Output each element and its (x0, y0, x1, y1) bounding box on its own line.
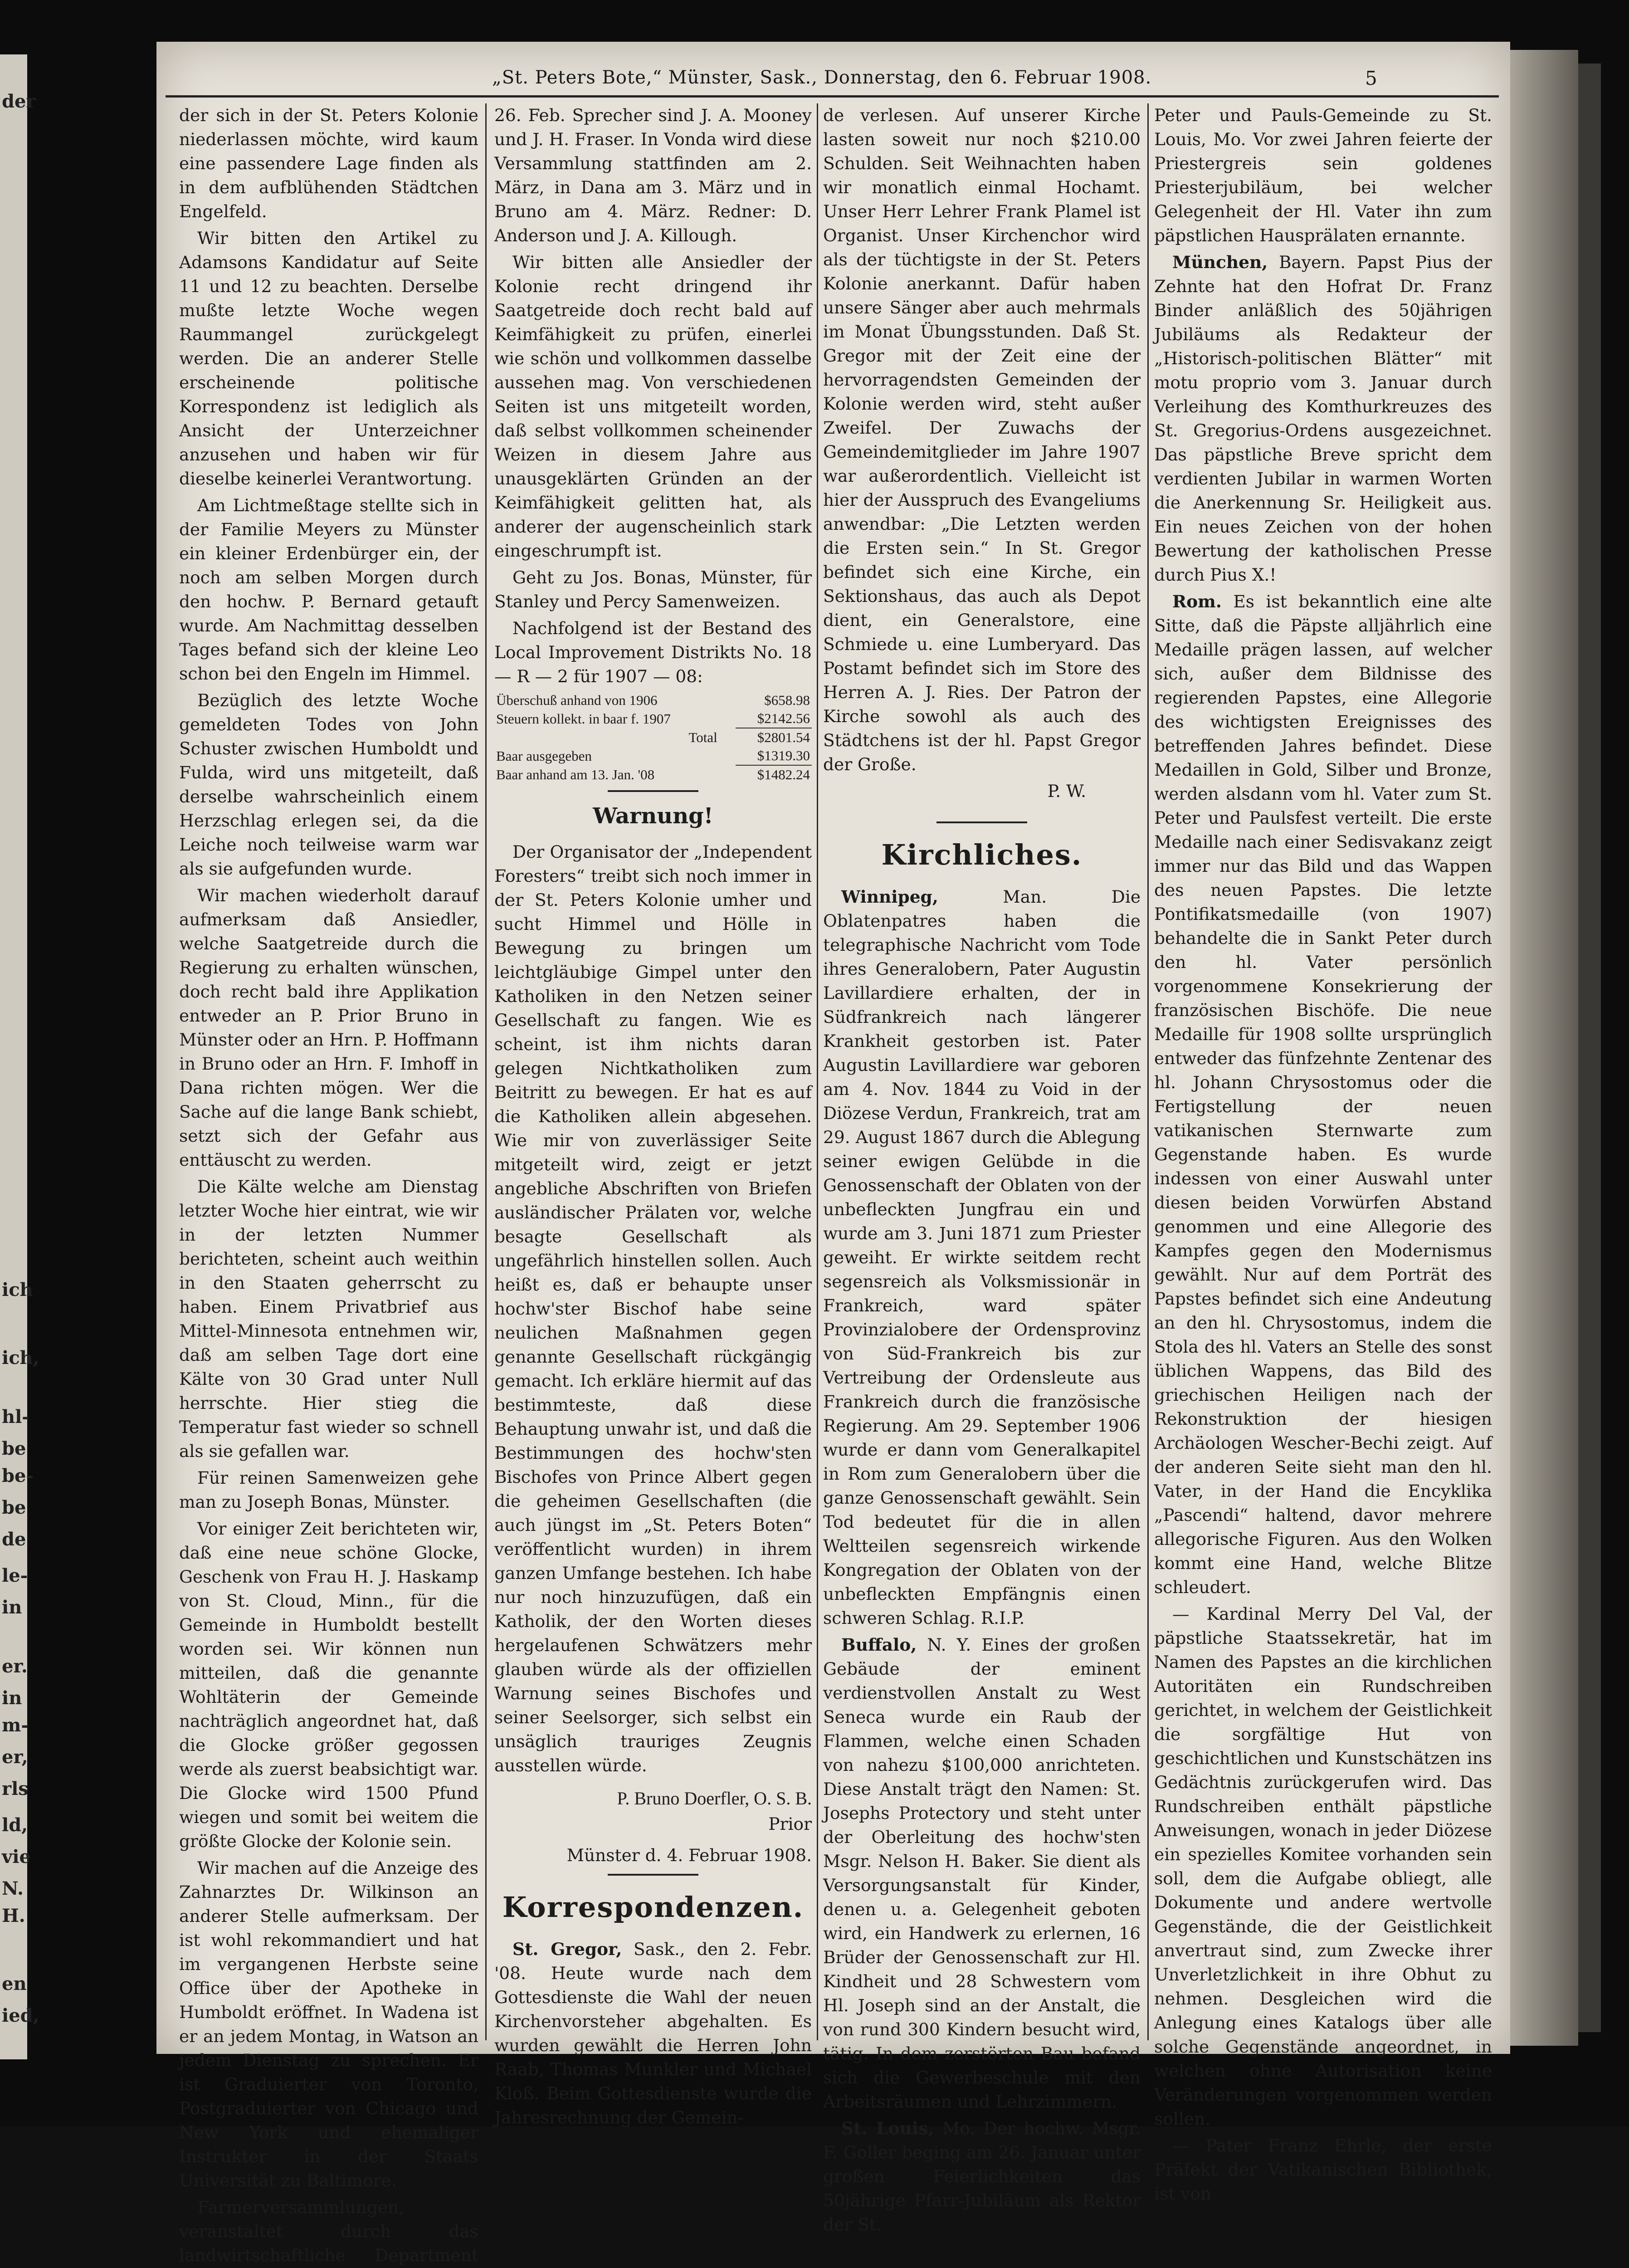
table-label: Steuern kollekt. in baar f. 1907 (496, 710, 671, 727)
account-table (494, 691, 812, 784)
paragraph-text: Es ist bekanntlich eine alte Sitte, daß die Päpste alljährlich eine Medaille prägen lassen, auf welcher sich, außer dem Bildnisse des regierenden Papstes, eine Allegorie des wichtigsten Ereignisses des betreffenden Jahres befindet. Diese Medaillen in Gold, Silber und Bronze, werden alsdann vom hl. Vater zum St. Peter und Paulsfest verteilt. Die erste Medaille nach einer Sedisvakanz zeigt immer nur das Bild und das Wappen des neuen Papstes. Die letzte Pontifikatsmedaille (von 1907) behandelte die in Sankt Peter durch den hl. Vater persönlich vorgenommene Konsekrierung der französischen Bischöfe. Die neue Medaille für 1908 sollte ursprünglich entweder das fünfzehnte Zentenar des hl. Johann Chrysostomus oder die Fertigstellung der neuen vatikanischen Sternwarte zum Gegenstande haben. Es wurde indessen von einer Auswahl unter diesen beiden Vorwürfen Abstand genommen und eine Allegorie des Kampfes gegen den Modernismus gewählt. Nur auf dem Porträt des Papstes befindet sich eine Andeutung an den hl. Chrysostomus, indem die Stola des hl. Vaters an Stelle des sonst üblichen Wappens, das Bild des griechischen Heiligen nach der Rekonstruktion der hiesigen Archäologen Wescher-Bechi zeigt. Auf der anderen Seite sieht man den hl. Vater, in der Hand die Encyklika „Pascendi“ haltend, davor mehrere allegorische Figuren. Aus den Wolken kommt eine Hand, welche Blitze schleudert. (1154, 591, 1492, 1597)
place-name: Rom. (1172, 591, 1222, 611)
paragraph: Die Kälte welche am Dienstag letzter Woche hier eintrat, wie wir in der letzten Nummer berichteten, scheint auch weithin in den Staaten geherrscht zu haben. Einem Privatbrief aus Mittel-Minnesota entnehmen wir, daß am selben Tage dort eine Kälte von 30 Grad unter Null herrschte. Hier stieg die Temperatur fast wieder so schnell als sie gefallen war. (179, 1177, 478, 1461)
paragraph: Peter und Pauls-Gemeinde zu St. Louis, Mo. Vor zwei Jahren feierte der Priestergreis sein goldenes Priesterjubiläum, bei welcher Gelegenheit der Hl. Vater ihn zum päpstlichen Hausprälaten ernannte. (1154, 105, 1492, 245)
paragraph: — Kardinal Merry Del Val, der päpstliche Staatssekretär, hat im Namen des Papstes an die kirchlichen Autoritäten ein Rundschreiben gerichtet, in welchem der Geistlichkeit die sorgfältige Hut von geschichtlichen und Kunstschätzen ins Gedächtnis zurückgerufen wird. Das Rundschreiben enthält päpstliche Anweisungen, wonach in jeder Diözese ein spezielles Komitee vorhanden sein soll, dem die Aufgabe obliegt, alle Dokumente und andere wertvolle Gegenstände, die der Geistlichkeit anvertraut sind, zum Zwecke ihrer Unverletzlichkeit in ihre Obhut zu nehmen. Desgleichen wird die Anlegung eines Katalogs über alle solche Gegenstände angeordnet, in welchen ohne Autorisation keine Veränderungen vorgenommen werden sollen. (1154, 1604, 1492, 2129)
fragment-text: hl- (2, 1406, 29, 1427)
paragraph-text: Man. Die Oblatenpatres haben die telegraphische Nachricht vom Tode ihres Generalobern, Pater Augustin Lavillardiere erhalten, der in Südfrankreich nach längerer Krankheit gestorben ist. Pater Augustin Lavillardiere war geboren am 4. Nov. 1844 zu Void in der Diözese Verdun, Frankreich, trat am 29. August 1867 durch die Ablegung seiner ewigen Gelübde in die Genossenschaft der Oblaten von der unbefleckten Jungfrau ein und wurde am 3. Juni 1871 zum Priester geweiht. Er wirkte seitdem recht segensreich als Volksmissionär in Frankreich, ward später Provinzialobere der Ordensprovinz von Süd-Frankreich bis zur Vertreibung der Ordensleute aus Frankreich durch die französische Regierung. Am 29. September 1906 wurde er dann vom Generalkapitel in Rom zum Generalobern über die ganze Genossenschaft gewählt. Sein Tod bedeutet für die in allen Weltteilen segensreich wirkende Kongregation der Oblaten von der unbefleckten Empfängnis einen schweren Schlag. R.I.P. (823, 887, 1141, 1628)
paragraph: Am Lichtmeßtage stellte sich in der Familie Meyers zu Münster ein kleiner Erdenbürger ein, der noch am selben Morgen durch den hochw. P. Bernard getauft wurde. Am Nachmittag desselben Tages befand sich der kleine Leo schon bei den Engeln im Himmel. (179, 495, 478, 684)
paragraph: der sich in der St. Peters Kolonie niederlassen möchte, wird kaum eine passendere Lage finden als in dem aufblühenden Städtchen Engelfeld. (179, 105, 478, 221)
paragraph-text: Sask., den 2. Febr. '08. Heute wurde nach dem Gottesdienste die Wahl der neuen Kirchenvorsteher abgehalten. Es wurden gewählt die Herren John Raab, Thomas Munkler und Michael Kloß. Beim Gottesdienste wurde die Jahresrechnung der Gemein- (494, 1939, 812, 2127)
paragraph: Wir machen auf die Anzeige des Zahnarztes Dr. Wilkinson an anderer Stelle aufmerksam. Der ist wohl rekommandiert und hat im vergangenen Herbste seine Office über der Apotheke in Humboldt eröffnet. In Wadena ist er an jedem Montag, in Watson an jedem Dienstag zu sprechen. Er ist Graduierter von Toronto, Postgraduierter von Chicago und New York und ehemaliger Instrukter in der Staats Universität zu Baltimore. (179, 1858, 478, 2190)
paragraph: Wir machen wiederholt darauf aufmerksam daß Ansiedler, welche Saatgetreide durch die Regierung zu erhalten wünschen, doch recht bald ihre Applikation entweder an P. Prior Bruno in Münster oder an Hrn. P. Hoffmann in Bruno oder an Hrn. F. Imhoff in Dana richten mögen. Wer die Sache auf die lange Bank schiebt, setzt sich der Gefahr aus enttäuscht zu werden. (179, 885, 478, 1170)
table-value: $658.98 (764, 692, 810, 708)
fragment-text: N. (2, 1878, 24, 1899)
table-value: $2801.54 (736, 728, 812, 747)
fragment-text: le- (2, 1565, 28, 1586)
paragraph: Der Organisator der „Independent Foresters“ treibt sich noch immer in der St. Peters Kolonie umher und sucht Himmel und Hölle in Bewegung zu bringen um leichtgläubige Gimpel unter den Katholiken in den Netzen seiner Gesellschaft zu fangen. Wie es scheint, ist ihm nichts daran gelegen Nichtkatholiken zum Beitritt zu bewegen. Er hat es auf die Katholiken allein abgesehen. Wie mir von zuverlässiger Seite mitgeteilt wird, zeigt er jetzt angebliche Abschriften von Briefen ausländischer Prälaten vor, welche besagte Gesellschaft als ungefährlich hinstellen sollen. Auch heißt es, daß er behaupte unser hochw'ster Bischof habe seine neulichen Maßnahmen gegen genannte Gesellschaft rückgängig gemacht. Ich erkläre hiermit auf das bestimmteste, daß diese Behauptung unwahr ist, und daß die Bestimmungen des hochw'sten Bischofes von Prince Albert gegen die geheimen Gesellschaften (die auch jüngst im „St. Peters Boten“ veröffentlicht wurden) in ihrem ganzen Umfange bestehen. Ich habe nur noch hinzuzufügen, daß ein Katholik, der den Worten dieses hergelaufenen Schwätzers mehr glauben würde als der offiziellen Warnung seines Bischofes und seiner Seelsorger, sich selbst ein unsäglich trauriges Zeugnis ausstellen würde. (494, 842, 812, 1775)
signature-name: P. Bruno Doerfler, O. S. B. (617, 1788, 812, 1809)
table-value: $1319.30 (757, 748, 810, 763)
fragment-text: in (2, 1687, 22, 1709)
fragment-text: ich, (2, 1347, 39, 1369)
fragment-text: vie (2, 1846, 31, 1867)
signature-role: Prior (768, 1814, 812, 1834)
page-edge (1510, 50, 1578, 2046)
paragraph-text: Bayern. Papst Pius der Zehnte hat den Hofrat Dr. Franz Binder anläßlich des 50jährigen Jubiläums als Redakteur der „Historisch-politischen Blätter“ mit motu proprio vom 3. Januar durch Verleihung des Komthurkreuzes des St. Gregorius-Ordens ausgezeichnet. Das päpstliche Breve spricht dem verdienten Jubilar in warmen Worten die Anerkennung Sr. Heiligkeit aus. Ein neues Zeichen von der hohen Bewertung der katholischen Presse durch Pius X.! (1154, 252, 1492, 585)
table-value: $1482.24 (736, 765, 812, 784)
column-rule (485, 103, 487, 2040)
paragraph: Farmerversammlungen, veranstaltet durch das landwirtschaftliche Department (179, 2197, 478, 2265)
table-value: $2142.56 (757, 710, 810, 726)
place-name: Winnipeg, (841, 887, 938, 907)
place-name: München, (1172, 252, 1268, 272)
fragment-text: in (2, 1597, 22, 1618)
fragment-text: en (2, 1973, 27, 1994)
newspaper-page (156, 42, 1510, 2265)
column-3 (823, 103, 1141, 2234)
fragment-text: H. (2, 1905, 25, 1926)
fragment-text: er, (2, 1746, 28, 1768)
page-header (156, 59, 1510, 100)
paragraph: de verlesen. Auf unserer Kirche lasten soweit nur noch $210.00 Schulden. Seit Weihnachten haben wir monatlich einmal Hochamt. Unser Herr Lehrer Frank Plamel ist Organist. Unser Kirchenchor wird als der tüchtigste in der St. Peters Kolonie anerkannt. Dafür haben unsere Sänger aber auch mehrmals im Monat Übungsstunden. Daß St. Gregor mit der Zeit eine der hervorragendsten Gemeinden der Kolonie werden wird, steht außer Zweifel. Der Zuwachs der Gemeindemitglieder im Jahre 1907 war außerordentlich. Vielleicht ist hier der Ausspruch des Evangeliums anwendbar: „Die Letzten werden die Ersten sein.“ In St. Gregor befindet sich eine Kirche, ein Sektionshaus, das auch als Depot dient, ein Generalstore, eine Schmiede u. eine Lumberyard. Das Postamt befindet sich im Store des Herren A. J. Ries. Der Patron der Kirche sowohl als auch des Städtchens ist der hl. Papst Gregor der Große. (823, 105, 1141, 774)
fragment-text: be- (2, 1465, 34, 1486)
fragment-text: ied, (2, 2005, 39, 2026)
fragment-text: der (2, 91, 36, 112)
table-row (494, 691, 812, 709)
fragment-text: de (2, 1529, 26, 1550)
fragment-text: er. (2, 1656, 28, 1677)
paragraph: Wir bitten den Artikel zu Adamsons Kandidatur auf Seite 11 und 12 zu beachten. Derselbe mußte letzte Woche wegen Raummangel zurückgelegt werden. Die an anderer Stelle erscheinende politische Korrespondenz ist lediglich als Ansicht der Unterzeichner anzusehen und haben wir für dieselbe keinerlei Verantwortung. (179, 228, 478, 489)
paragraph: Bezüglich des letzte Woche gemeldeten Todes von John Schuster zwischen Humboldt und Fulda, wird uns mitgeteilt, daß derselbe wahrscheinlich einem Herzschlag erlegen sei, da die Leiche noch teilweise warm war als sie aufgefunden wurde. (179, 690, 478, 879)
page-number: 5 (1365, 67, 1377, 89)
table-label: Überschuß anhand von 1906 (496, 692, 658, 708)
column-1 (179, 103, 478, 2265)
place-name: St. Gregor, (512, 1939, 622, 1959)
section-rule (608, 1874, 698, 1876)
section-heading-warnung: Warnung! (593, 803, 713, 829)
masthead-line: „St. Peters Bote,“ Münster, Sask., Donnerstag, den 6. Februar 1908. (492, 67, 1152, 88)
section-heading-kirchliches: Kirchliches. (881, 838, 1083, 871)
fragment-text: ich (2, 1279, 33, 1300)
column-2 (494, 103, 812, 2127)
table-row (494, 728, 812, 747)
fragment-text: ld, (2, 1814, 28, 1836)
paragraph: 26. Feb. Sprecher sind J. A. Mooney und J. H. Fraser. In Vonda wird diese Versammlung stattfinden am 2. März, in Dana am 3. März und in Bruno am 4. März. Redner: D. Anderson und J. A. Killough. (494, 105, 812, 245)
paragraph-text: Mo. Der hochw. Msgr. F. Goller beging am 26. Januar unter großen Feierlichkeiten das 50jährige Pfarr-Jubiläum als Rektor der St. (823, 2118, 1141, 2234)
paragraph: — Pater Franz Ehrle, der erste Präfekt der Vatikanischen Bibliothek, ist von (1154, 2136, 1492, 2204)
section-rule (936, 821, 1027, 823)
paragraph: Vor einiger Zeit berichteten wir, daß eine neue schöne Glocke, Geschenk von Frau H. J. Haskamp von St. Cloud, Minn., für die Gemeinde in Humboldt bestellt worden sei. Wir können nun mitteilen, daß die genannte Wohltäterin der Gemeinde nachträglich angeordnet hat, daß die Glocke größer gegossen werde als zuerst beabsichtigt war. Die Glocke wird 1500 Pfund wiegen und somit bei weitem die größte Glocke der Kolonie sein. (179, 1519, 478, 1851)
fragment-text: be (2, 1497, 26, 1518)
fragment-text: m- (2, 1715, 29, 1736)
paragraph-text: N. Y. Eines der großen Gebäude der eminent verdienstvollen Anstalt zu West Seneca wurde ein Raub der Flammen, welche einen Schaden von nahezu $100,000 anrichteten. Diese Anstalt trägt den Namen: St. Josephs Protectory und steht unter der Oberleitung des hochw'sten Msgr. Nelson H. Baker. Sie dient als Versorgungsanstalt für Kinder, denen u. a. Gelegenheit geboten wird, ein Handwerk zu erlernen, 16 Brüder der Genossenschaft zur Hl. Kindheit und 28 Schwestern vom Hl. Joseph sind an der Anstalt, die von rund 300 Kindern besucht wird, tätig. In dem zerstörten Bau befand sich die Gewerbeschule mit den Arbeitsräumen und Lehrzimmern. (823, 1635, 1141, 2112)
column-rule (1147, 103, 1149, 2040)
paragraph: Wir bitten alle Ansiedler der Kolonie recht dringend ihr Saatgetreide doch recht bald auf Keimfähigkeit zu prüfen, einerlei wie schön und vollkommen dasselbe aussehen mag. Von verschiedenen Seiten ist uns mitgeteilt worden, daß selbst vollkommen scheinender Weizen in diesem Jahre aus unausgeklärten Gründen an der Keimfähigkeit gelitten hat, als anderer der augenscheinlich stark eingeschrumpft ist. (494, 252, 812, 561)
table-row (494, 709, 812, 728)
paragraph: Geht zu Jos. Bonas, Münster, für Stanley und Percy Samenweizen. (494, 567, 812, 611)
table-row (494, 765, 812, 784)
signature-initials: P. W. (1047, 781, 1086, 801)
table-label: Total (688, 729, 717, 745)
paragraph: Für reinen Samenweizen gehe man zu Joseph Bonas, Münster. (179, 1468, 478, 1512)
header-rule (166, 95, 1499, 98)
column-rule (817, 103, 818, 2040)
fragment-text: rls (2, 1778, 29, 1799)
paragraph: Nachfolgend ist der Bestand des Local Improvement Distrikts No. 18 — R — 2 für 1907 — 08: (494, 618, 812, 686)
signature-date: Münster d. 4. Februar 1908. (566, 1845, 812, 1865)
place-name: Buffalo, (841, 1635, 917, 1655)
section-heading-korrespondenzen: Korrespondenzen. (502, 1891, 804, 1924)
section-rule (608, 790, 698, 792)
fragment-text: be (2, 1438, 26, 1459)
table-row (494, 747, 812, 765)
adjacent-page-fragment (0, 54, 39, 2059)
table-label: Baar anhand am 13. Jan. '08 (496, 766, 655, 782)
table-label: Baar ausgegeben (496, 748, 592, 764)
column-4 (1154, 103, 1492, 2204)
page-edge-shadow (1578, 64, 1601, 2032)
place-name: St. Louis, (841, 2118, 934, 2138)
